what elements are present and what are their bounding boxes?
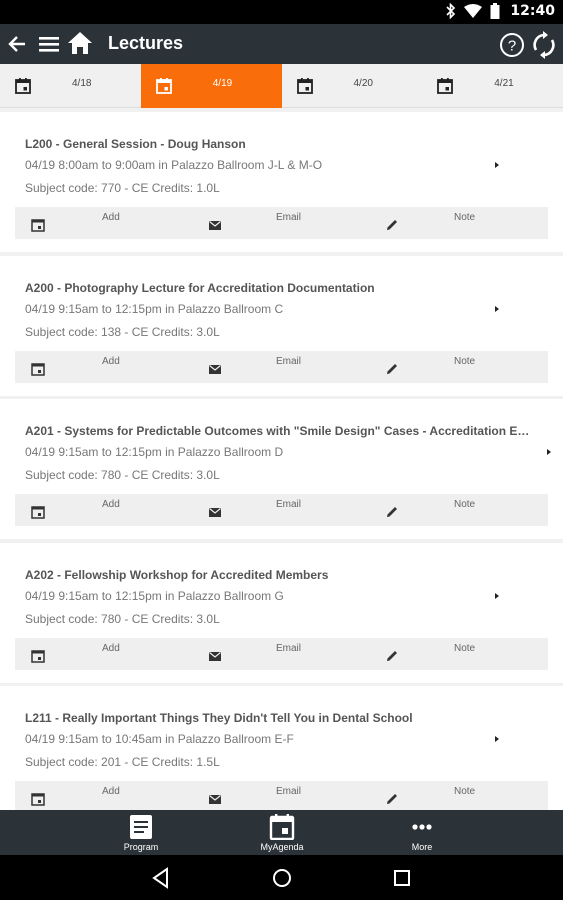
pencil-icon[interactable]	[385, 362, 399, 376]
email-icon[interactable]	[208, 792, 222, 806]
lecture-subject: Subject code: 201 - CE Credits: 1.5L	[25, 755, 220, 769]
add-button[interactable]: Add	[102, 499, 120, 510]
more-icon	[408, 814, 436, 840]
lecture-actions	[15, 638, 548, 670]
back-arrow-icon[interactable]	[6, 31, 28, 57]
calendar-add-icon[interactable]	[31, 505, 45, 519]
lecture-card[interactable]	[0, 399, 563, 539]
wifi-icon	[464, 4, 482, 18]
status-time: 12:40	[510, 3, 555, 19]
add-button[interactable]: Add	[102, 212, 120, 223]
menu-icon[interactable]	[38, 31, 60, 57]
app-bar	[0, 24, 563, 64]
lecture-subject: Subject code: 138 - CE Credits: 3.0L	[25, 325, 220, 339]
date-tab-4-20[interactable]	[282, 64, 423, 108]
note-button[interactable]: Note	[454, 212, 476, 223]
email-icon[interactable]	[208, 649, 222, 663]
lecture-list[interactable]	[0, 108, 563, 810]
lecture-time-location: 04/19 8:00am to 9:00am in Palazzo Ballroom J-L & M-O	[25, 158, 323, 172]
date-tab-label: 4/20	[353, 78, 373, 89]
note-button[interactable]: Note	[454, 643, 476, 654]
lecture-subject: Subject code: 780 - CE Credits: 3.0L	[25, 468, 220, 482]
nav-back-icon[interactable]	[150, 867, 172, 889]
lecture-card[interactable]	[0, 112, 563, 252]
date-tab-4-18[interactable]	[0, 64, 141, 108]
calendar-add-icon[interactable]	[31, 362, 45, 376]
page-title: Lectures	[108, 33, 184, 53]
lecture-title: A201 - Systems for Predictable Outcomes with "Smile Design" Cases - Accreditation E…	[25, 424, 530, 438]
date-tab-4-19[interactable]	[141, 64, 282, 108]
chevron-right-icon[interactable]	[495, 593, 499, 599]
lecture-subject: Subject code: 780 - CE Credits: 3.0L	[25, 612, 220, 626]
email-icon[interactable]	[208, 362, 222, 376]
email-button[interactable]: Email	[276, 786, 302, 797]
email-button[interactable]: Email	[276, 356, 302, 367]
lecture-actions	[15, 781, 548, 810]
email-button[interactable]: Email	[276, 212, 302, 223]
calendar-icon	[14, 77, 32, 95]
note-button[interactable]: Note	[454, 499, 476, 510]
home-icon[interactable]	[66, 29, 94, 57]
lecture-actions	[15, 351, 548, 383]
pencil-icon[interactable]	[385, 792, 399, 806]
battery-icon	[490, 3, 500, 19]
calendar-add-icon[interactable]	[31, 792, 45, 806]
lecture-title: L211 - Really Important Things They Didn't Tell You in Dental School	[25, 711, 413, 725]
calendar-icon	[296, 77, 314, 95]
date-tab-4-21[interactable]	[422, 64, 563, 108]
nav-recents-icon[interactable]	[391, 867, 413, 889]
lecture-card[interactable]	[0, 543, 563, 683]
date-tabs	[0, 64, 563, 108]
bluetooth-icon	[446, 3, 456, 19]
lecture-time-location: 04/19 9:15am to 12:15pm in Palazzo Ballroom C	[25, 302, 284, 316]
date-tab-label: 4/21	[494, 78, 514, 89]
chevron-right-icon[interactable]	[547, 449, 551, 455]
sync-icon[interactable]	[531, 31, 557, 59]
chevron-right-icon[interactable]	[495, 162, 499, 168]
lecture-card[interactable]	[0, 256, 563, 396]
tab-program[interactable]	[101, 810, 181, 855]
lecture-title: A200 - Photography Lecture for Accreditation Documentation	[25, 281, 375, 295]
calendar-icon	[436, 77, 454, 95]
email-button[interactable]: Email	[276, 499, 302, 510]
lecture-time-location: 04/19 9:15am to 12:15pm in Palazzo Ballroom G	[25, 589, 284, 603]
tab-more[interactable]	[382, 810, 462, 855]
date-tab-label: 4/18	[72, 78, 92, 89]
add-button[interactable]: Add	[102, 786, 120, 797]
pencil-icon[interactable]	[385, 505, 399, 519]
tab-label: Program	[123, 842, 159, 852]
email-icon[interactable]	[208, 218, 222, 232]
note-button[interactable]: Note	[454, 356, 476, 367]
note-button[interactable]: Note	[454, 786, 476, 797]
pencil-icon[interactable]	[385, 218, 399, 232]
email-button[interactable]: Email	[276, 643, 302, 654]
nav-home-icon[interactable]	[271, 867, 293, 889]
date-tab-label: 4/19	[212, 78, 233, 89]
add-button[interactable]: Add	[102, 356, 120, 367]
bottom-tab-bar	[0, 810, 563, 855]
status-bar	[0, 0, 563, 24]
chevron-right-icon[interactable]	[495, 306, 499, 312]
tab-my-agenda[interactable]	[242, 810, 322, 855]
svg-text:?: ?	[507, 37, 517, 55]
help-icon[interactable]	[499, 32, 525, 58]
lecture-subject: Subject code: 770 - CE Credits: 1.0L	[25, 181, 220, 195]
tab-label: MyAgenda	[260, 842, 304, 852]
calendar-add-icon[interactable]	[31, 649, 45, 663]
system-nav-bar	[0, 855, 563, 900]
lecture-time-location: 04/19 9:15am to 12:15pm in Palazzo Ballroom D	[25, 445, 284, 459]
lecture-title: A202 - Fellowship Workshop for Accredited Members	[25, 568, 329, 582]
pencil-icon[interactable]	[385, 649, 399, 663]
lecture-actions	[15, 494, 548, 526]
lecture-title: L200 - General Session - Doug Hanson	[25, 137, 246, 151]
tab-label: More	[411, 842, 433, 852]
calendar-icon	[155, 77, 173, 95]
lecture-time-location: 04/19 9:15am to 10:45am in Palazzo Ballroom E-F	[25, 732, 294, 746]
chevron-right-icon[interactable]	[495, 736, 499, 742]
add-button[interactable]: Add	[102, 643, 120, 654]
email-icon[interactable]	[208, 505, 222, 519]
calendar-add-icon[interactable]	[31, 218, 45, 232]
program-icon	[127, 814, 155, 840]
lecture-card[interactable]	[0, 686, 563, 810]
my-agenda-icon	[268, 814, 296, 840]
lecture-actions	[15, 207, 548, 239]
